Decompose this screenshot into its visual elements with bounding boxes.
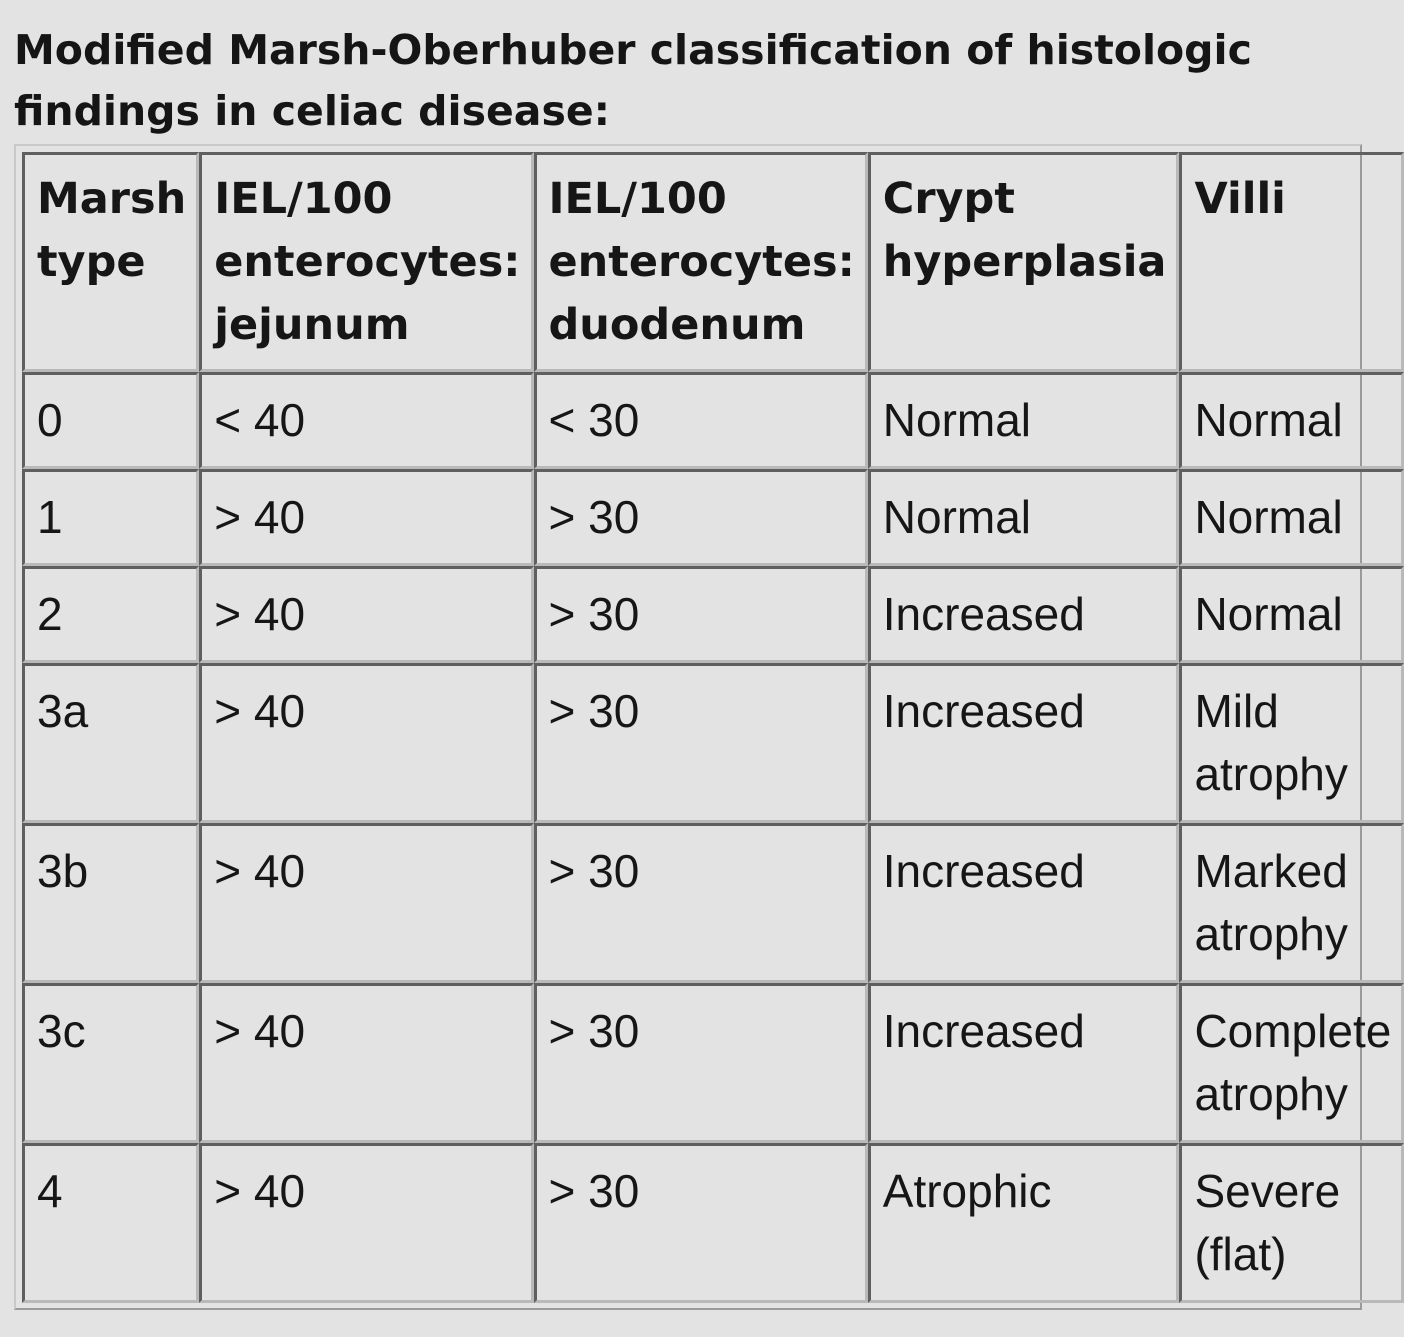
cell-marsh-type: 3c — [22, 983, 199, 1143]
cell-marsh-type: 3b — [22, 823, 199, 983]
cell-iel-jejunum: > 40 — [199, 566, 533, 663]
marsh-classification-table — [22, 152, 1404, 1303]
cell-marsh-type: 2 — [22, 566, 199, 663]
header-villi: Villi — [1179, 152, 1404, 372]
cell-crypt-hyperplasia: Increased — [868, 663, 1180, 823]
table-title: Modified Marsh-Oberhuber classification of histologic findings in celiac disease: — [14, 26, 1252, 135]
table-row — [22, 823, 1404, 983]
cell-iel-duodenum: > 30 — [534, 566, 868, 663]
cell-iel-duodenum: > 30 — [534, 469, 868, 566]
cell-marsh-type: 4 — [22, 1143, 199, 1303]
cell-crypt-hyperplasia: Normal — [868, 469, 1180, 566]
cell-iel-duodenum: > 30 — [534, 823, 868, 983]
table-row — [22, 566, 1404, 663]
cell-crypt-hyperplasia: Increased — [868, 823, 1180, 983]
cell-iel-duodenum: > 30 — [534, 983, 868, 1143]
table-row — [22, 663, 1404, 823]
header-iel-duodenum: IEL/100 enterocytes: duodenum — [534, 152, 868, 372]
cell-crypt-hyperplasia: Increased — [868, 566, 1180, 663]
cell-iel-jejunum: > 40 — [199, 1143, 533, 1303]
cell-villi: Marked atrophy — [1179, 823, 1404, 983]
cell-iel-duodenum: > 30 — [534, 663, 868, 823]
cell-iel-jejunum: > 40 — [199, 469, 533, 566]
table-row — [22, 983, 1404, 1143]
cell-villi: Normal — [1179, 469, 1404, 566]
cell-crypt-hyperplasia: Increased — [868, 983, 1180, 1143]
cell-villi: Normal — [1179, 566, 1404, 663]
cell-villi: Mild atrophy — [1179, 663, 1404, 823]
header-row — [22, 152, 1404, 372]
table-row — [22, 1143, 1404, 1303]
cell-iel-duodenum: < 30 — [534, 372, 868, 469]
cell-iel-jejunum: > 40 — [199, 823, 533, 983]
cell-marsh-type: 0 — [22, 372, 199, 469]
cell-villi: Normal — [1179, 372, 1404, 469]
cell-crypt-hyperplasia: Normal — [868, 372, 1180, 469]
cell-crypt-hyperplasia: Atrophic — [868, 1143, 1180, 1303]
cell-iel-jejunum: > 40 — [199, 663, 533, 823]
cell-villi: Severe (flat) — [1179, 1143, 1404, 1303]
table-row — [22, 469, 1404, 566]
cell-marsh-type: 1 — [22, 469, 199, 566]
header-crypt-hyperplasia: Crypt hyperplasia — [868, 152, 1180, 372]
classification-table-frame — [14, 144, 1392, 1310]
header-marsh-type: Marsh type — [22, 152, 199, 372]
cell-iel-jejunum: > 40 — [199, 983, 533, 1143]
cell-iel-jejunum: < 40 — [199, 372, 533, 469]
header-iel-jejunum: IEL/100 enterocytes: jejunum — [199, 152, 533, 372]
cell-marsh-type: 3a — [22, 663, 199, 823]
table-row — [22, 372, 1404, 469]
cell-villi: Complete atrophy — [1179, 983, 1404, 1143]
cell-iel-duodenum: > 30 — [534, 1143, 868, 1303]
